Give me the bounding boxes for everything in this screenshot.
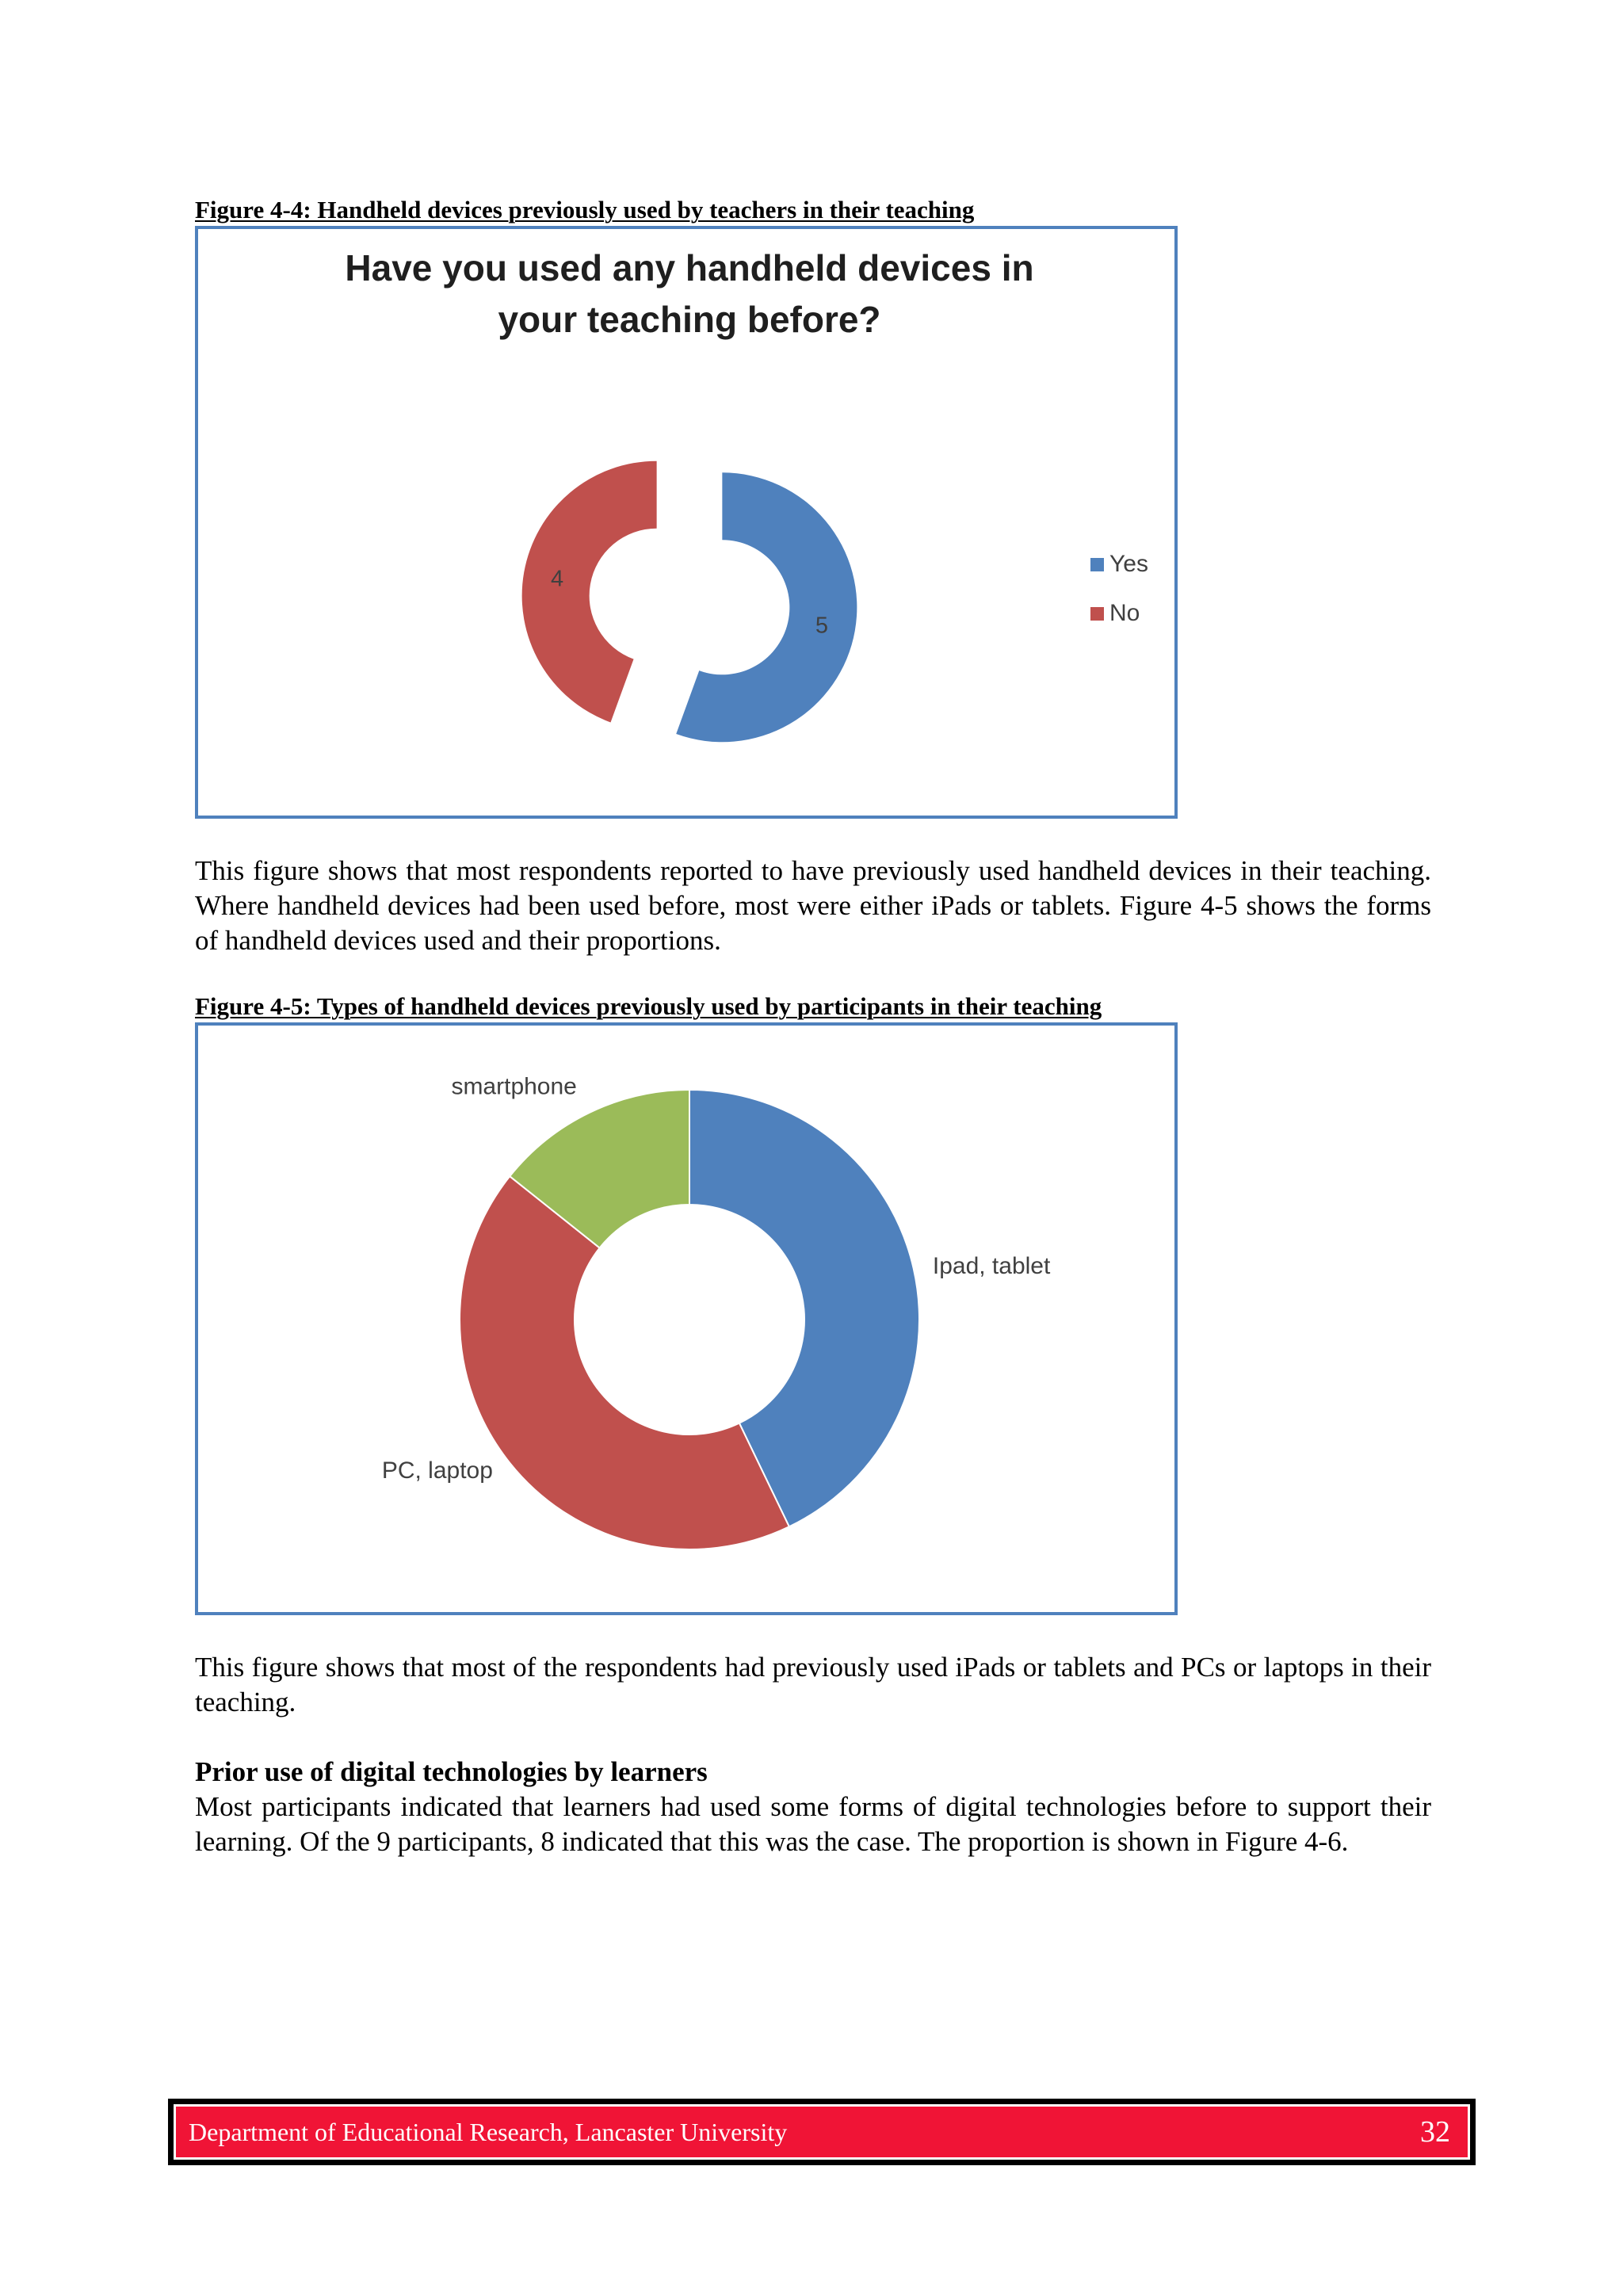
page-footer-band [174, 2104, 1470, 2160]
figure-4-4-chart-frame [195, 226, 1178, 819]
slice-no [522, 461, 657, 723]
category-label-pc-laptop: PC, laptop [381, 1457, 493, 1484]
figure-4-5-chart-frame [195, 1022, 1178, 1615]
chart-1-title-line-1: Have you used any handheld devices in [345, 247, 1034, 288]
footer-department: Department of Educational Research, Lancaster University [189, 2117, 788, 2146]
data-label-yes: 5 [815, 613, 828, 639]
paragraph-2: This figure shows that most of the respondents had previously used iPads or tablets and PCs or laptops in their teaching. [195, 1652, 1431, 1717]
handheld-use-doughnut-chart [198, 229, 1174, 816]
figure-4-5-caption: Figure 4-5: Types of handheld devices previously used by participants in their teaching [195, 992, 1102, 1020]
chart-1-title-line-2: your teaching before? [498, 299, 881, 340]
slice-yes [676, 472, 857, 742]
category-label-smartphone: smartphone [451, 1073, 577, 1100]
device-types-doughnut-chart [198, 1026, 1174, 1612]
section-heading: Prior use of digital technologies by learners [195, 1756, 708, 1787]
footer-page-number: 32 [1420, 2115, 1450, 2149]
figure-4-4-caption: Figure 4-4: Handheld devices previously used by teachers in their teaching [195, 196, 975, 223]
legend-label-no: No [1109, 600, 1140, 626]
legend-swatch-no [1090, 607, 1104, 621]
data-label-no: 4 [551, 566, 564, 592]
category-label-ipad-tablet: Ipad, tablet [932, 1253, 1051, 1280]
paragraph-3: Most participants indicated that learners had used some forms of digital technologies before to support their learning. Of the 9 participants, 8 indicated that this was the case. The proportion is shown in Figure 4-6. [195, 1791, 1431, 1857]
slice-pc-laptop [460, 1176, 789, 1549]
paragraph-1: This figure shows that most respondents reported to have previously used handheld devices in their teaching. Where handheld devices had been used before, most were either iPads or tablets. Figure 4-5 shows the forms of handheld devices used and their proportions. [195, 855, 1431, 956]
page-footer [168, 2099, 1476, 2165]
legend-label-yes: Yes [1109, 551, 1148, 577]
legend-swatch-yes [1090, 558, 1104, 571]
